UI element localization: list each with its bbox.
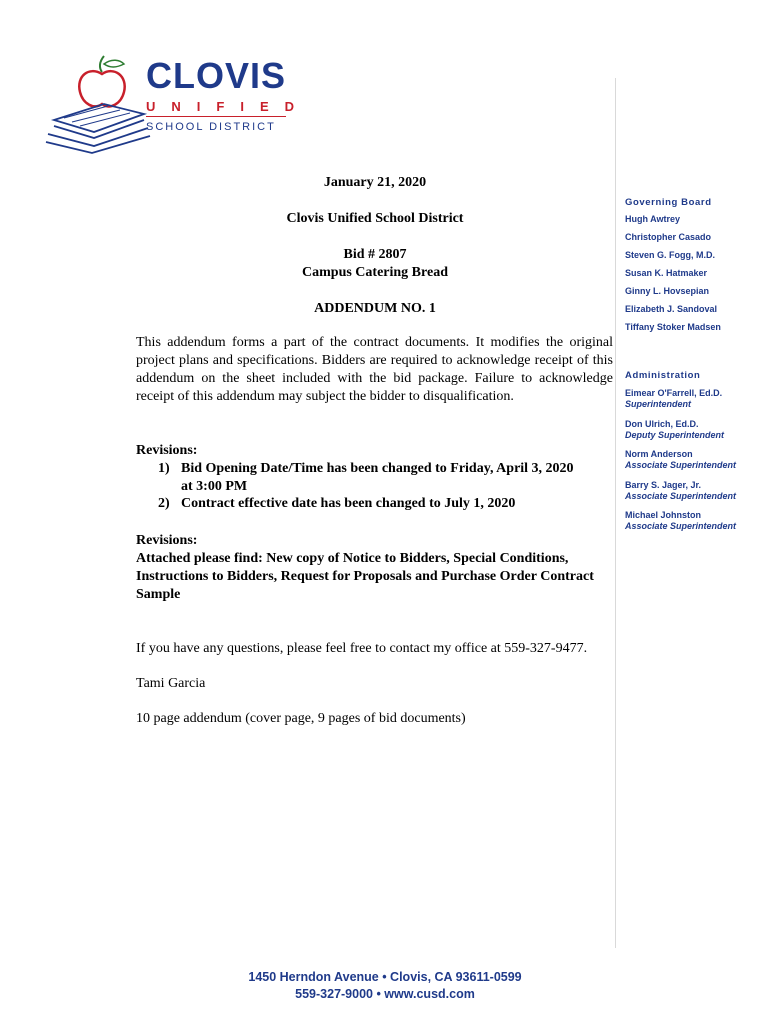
- board-member: Steven G. Fogg, M.D.: [625, 250, 716, 260]
- administrator-role: Associate Superintendent: [625, 521, 737, 531]
- attached-documents: Attached please find: New copy of Notice to Bidders, Special Conditions, Instructions to Bidders, Request for Proposals and Purchase Order Contract Sample: [136, 551, 594, 602]
- board-member: Susan K. Hatmaker: [625, 268, 708, 278]
- administrator-name: Barry S. Jager, Jr.: [625, 480, 702, 490]
- logo-unified: UNIFIED: [146, 99, 310, 114]
- bid-title: Campus Catering Bread: [302, 265, 448, 280]
- administrator-name: Eimear O'Farrell, Ed.D.: [625, 388, 723, 398]
- letter-date: January 21, 2020: [323, 175, 427, 190]
- revision-number: 1): [158, 461, 170, 476]
- board-member: Elizabeth J. Sandoval: [625, 304, 718, 314]
- board-member: Hugh Awtrey: [625, 214, 681, 224]
- administrator-name: Michael Johnston: [625, 510, 702, 520]
- revision-text: Contract effective date has been changed to July 1, 2020: [181, 496, 516, 511]
- revision-text: Bid Opening Date/Time has been changed to Friday, April 3, 2020: [181, 461, 574, 476]
- administrator-name: Don Ulrich, Ed.D.: [625, 419, 699, 429]
- logo-divider: [146, 116, 286, 117]
- administration-heading: Administration: [625, 370, 701, 381]
- apple-books-icon: [44, 54, 154, 154]
- logo-school-district: SCHOOL DISTRICT: [146, 121, 276, 133]
- revision-number: 2): [158, 496, 170, 511]
- pages-note: 10 page addendum (cover page, 9 pages of bid documents): [136, 711, 466, 726]
- revision-text-continued: at 3:00 PM: [181, 479, 248, 494]
- board-member: Ginny L. Hovsepian: [625, 286, 710, 296]
- signature: Tami Garcia: [136, 676, 206, 691]
- logo-wordmark: [146, 55, 316, 150]
- intro-paragraph: This addendum forms a part of the contract documents. It modifies the original project plans and specifications. Bidders are required to acknowledge receipt of this addendum on the sheet included with the bid package. Failure to acknowledge receipt of this addendum may subject the bidder to disqualification.: [136, 335, 613, 404]
- administrator-role: Superintendent: [625, 399, 692, 409]
- board-member: Christopher Casado: [625, 232, 712, 242]
- footer-contact: 559-327-9000 • www.cusd.com: [295, 987, 475, 1001]
- sidebar-divider: [615, 78, 616, 948]
- addendum-title: ADDENDUM NO. 1: [314, 301, 436, 316]
- governing-board-heading: Governing Board: [625, 197, 712, 208]
- revisions-heading: Revisions:: [136, 443, 198, 458]
- administrator-role: Deputy Superintendent: [625, 430, 725, 440]
- contact-sentence: If you have any questions, please feel free to contact my office at 559-327-9477.: [136, 641, 588, 656]
- logo-clovis: CLOVIS: [146, 55, 287, 96]
- administrator-role: Associate Superintendent: [625, 460, 737, 470]
- organization-name: Clovis Unified School District: [286, 211, 464, 226]
- board-member: Tiffany Stoker Madsen: [625, 322, 721, 332]
- footer-address: 1450 Herndon Avenue • Clovis, CA 93611-0599: [248, 970, 522, 984]
- administrator-name: Norm Anderson: [625, 449, 693, 459]
- revisions-heading-attached: Revisions:: [136, 533, 198, 548]
- administrator-role: Associate Superintendent: [625, 491, 737, 501]
- bid-number: Bid # 2807: [343, 247, 407, 262]
